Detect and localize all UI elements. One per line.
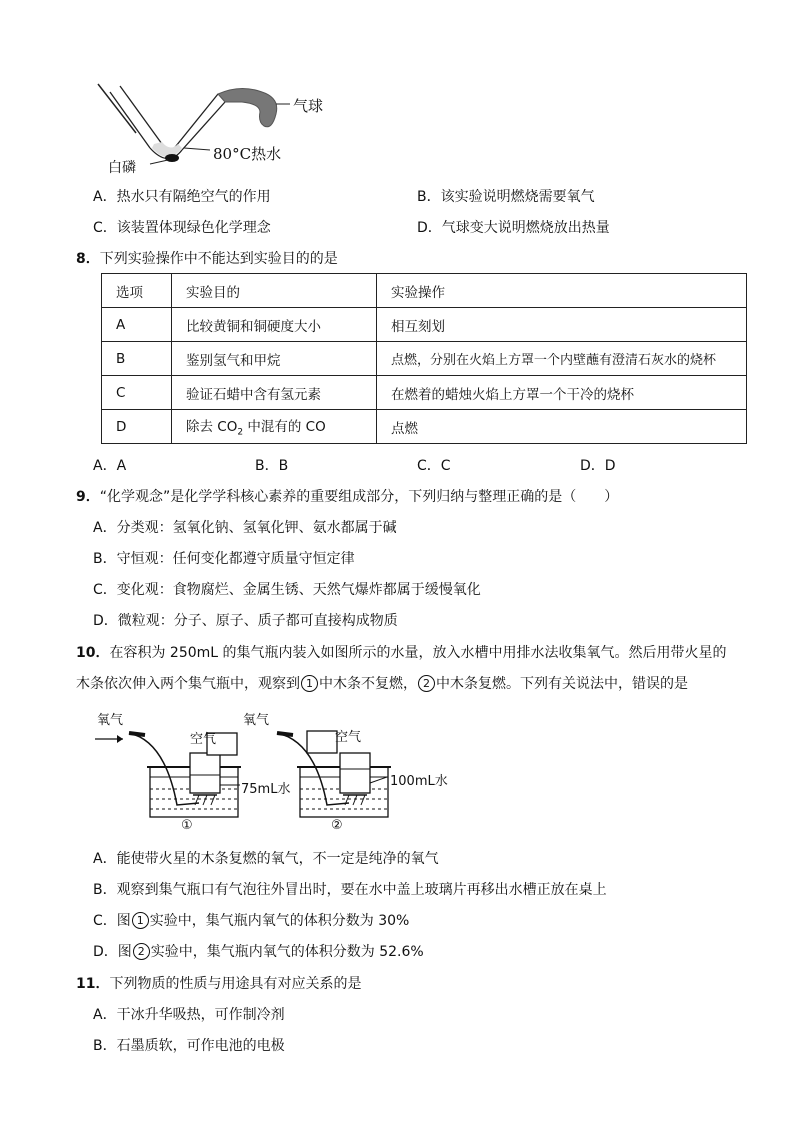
- water-volume-label-1: 75mL水: [241, 782, 291, 797]
- table-cell: 验证石蜡中含有氢元素: [172, 376, 377, 410]
- table-header-row: [102, 274, 747, 308]
- table-cell: 比较黄铜和铜硬度大小: [172, 308, 377, 342]
- q10-option-c: [93, 910, 409, 930]
- q8-option-b: B．B: [255, 458, 289, 474]
- question-text: 木条依次伸入两个集气瓶中，观察到: [76, 676, 300, 692]
- question-10-stem-line2: [76, 673, 688, 693]
- table-row: [102, 376, 747, 410]
- table-cell: C: [102, 376, 172, 410]
- question-text: 下列物质的性质与用途具有对应关系的是: [109, 976, 362, 992]
- circled-number: 2: [133, 943, 150, 960]
- question-number: 8．: [76, 251, 100, 267]
- question-number: 11．: [76, 976, 110, 992]
- circled-number: 2: [418, 675, 435, 692]
- question-11-stem: [76, 973, 361, 993]
- q7-option-a: A．热水只有隔绝空气的作用: [93, 189, 271, 205]
- table-row: [102, 410, 747, 444]
- q8-option-a: A．A: [93, 458, 127, 474]
- q10-option-b: B．观察到集气瓶口有气泡往外冒出时，要在水中盖上玻璃片再移出水槽正放在桌上: [93, 882, 607, 898]
- figure-label-1: ①: [181, 818, 193, 833]
- question-number: 10．: [76, 645, 110, 661]
- phosphorus-label: 白磷: [108, 160, 136, 176]
- circled-number: 1: [132, 912, 149, 929]
- question-number: 9．: [76, 489, 100, 505]
- air-label-1: 空气: [190, 732, 217, 747]
- table-cell: 相互刻划: [377, 308, 747, 342]
- subscript: 2: [237, 427, 244, 438]
- table-cell: 点燃: [377, 410, 747, 444]
- q7-option-c: C．该装置体现绿色化学理念: [93, 220, 271, 236]
- question-text: 中木条不复燃，: [319, 676, 417, 692]
- q9-option-b: B．守恒观：任何变化都遵守质量守恒定律: [93, 551, 355, 567]
- hot-water-label: 80°C热水: [213, 145, 282, 163]
- water-volume-label-2: 100mL水: [390, 774, 448, 789]
- option-text: C．图: [93, 913, 131, 929]
- table-cell: B: [102, 342, 172, 376]
- formula-text: 除去 CO: [186, 419, 238, 436]
- oxygen-label-1: 氧气: [97, 713, 124, 728]
- question-text: 中木条复燃。下列有关说法中，错误的是: [436, 676, 688, 692]
- figure-label-2: ②: [331, 818, 343, 833]
- table-row: [102, 342, 747, 376]
- air-label-2: 空气: [335, 730, 362, 745]
- q9-option-a: A．分类观：氢氧化钠、氢氧化钾、氨水都属于碱: [93, 520, 397, 536]
- table-cell: A: [102, 308, 172, 342]
- q10-option-d: [93, 941, 424, 961]
- table-header: 实验目的: [172, 274, 377, 308]
- q11-option-a: A．干冰升华吸热，可作制冷剂: [93, 1007, 285, 1023]
- option-text: 实验中，集气瓶内氧气的体积分数为 30%: [149, 913, 410, 929]
- option-text: 实验中，集气瓶内氧气的体积分数为 52.6%: [150, 944, 424, 960]
- circled-number: 1: [301, 675, 318, 692]
- table-cell: 点燃，分别在火焰上方罩一个内壁蘸有澄清石灰水的烧杯: [377, 342, 747, 376]
- q7-option-d: D．气球变大说明燃烧放出热量: [417, 220, 610, 236]
- option-text: D．图: [93, 944, 132, 960]
- question-10-stem-line1: [76, 642, 727, 662]
- q9-option-c: C．变化观：食物腐烂、金属生锈、天然气爆炸都属于缓慢氧化: [93, 582, 481, 598]
- formula-text: 中混有的 CO: [243, 419, 326, 436]
- q8-option-d: D．D: [580, 458, 616, 474]
- q9-option-d: D．微粒观：分子、原子、质子都可直接构成物质: [93, 613, 398, 629]
- oxygen-label-2: 氧气: [243, 713, 270, 728]
- table-row: [102, 308, 747, 342]
- question-text: “化学观念”是化学学科核心素养的重要组成部分，下列归纳与整理正确的是（ ）: [99, 489, 619, 505]
- question-text: 在容积为 250mL 的集气瓶内装入如图所示的水量，放入水槽中用排水法收集氧气。然后用带火星的: [109, 645, 727, 661]
- table-cell: [172, 410, 377, 444]
- balloon-label: 气球: [293, 97, 324, 115]
- question-8-stem: [76, 248, 338, 268]
- question-9-stem: [76, 486, 618, 506]
- q10-option-a: A．能使带火星的木条复燃的氧气，不一定是纯净的氧气: [93, 851, 439, 867]
- q11-option-b: B．石墨质软，可作电池的电极: [93, 1038, 285, 1054]
- q7-option-b: B．该实验说明燃烧需要氧气: [417, 189, 595, 205]
- experiment-table: [101, 273, 747, 444]
- table-header: 选项: [102, 274, 172, 308]
- q8-option-c: C．C: [417, 458, 451, 474]
- question-text: 下列实验操作中不能达到实验目的的是: [99, 251, 338, 267]
- table-cell: D: [102, 410, 172, 444]
- table-cell: 在燃着的蜡烛火焰上方罩一个干冷的烧杯: [377, 376, 747, 410]
- table-cell: 鉴别氢气和甲烷: [172, 342, 377, 376]
- table-header: 实验操作: [377, 274, 747, 308]
